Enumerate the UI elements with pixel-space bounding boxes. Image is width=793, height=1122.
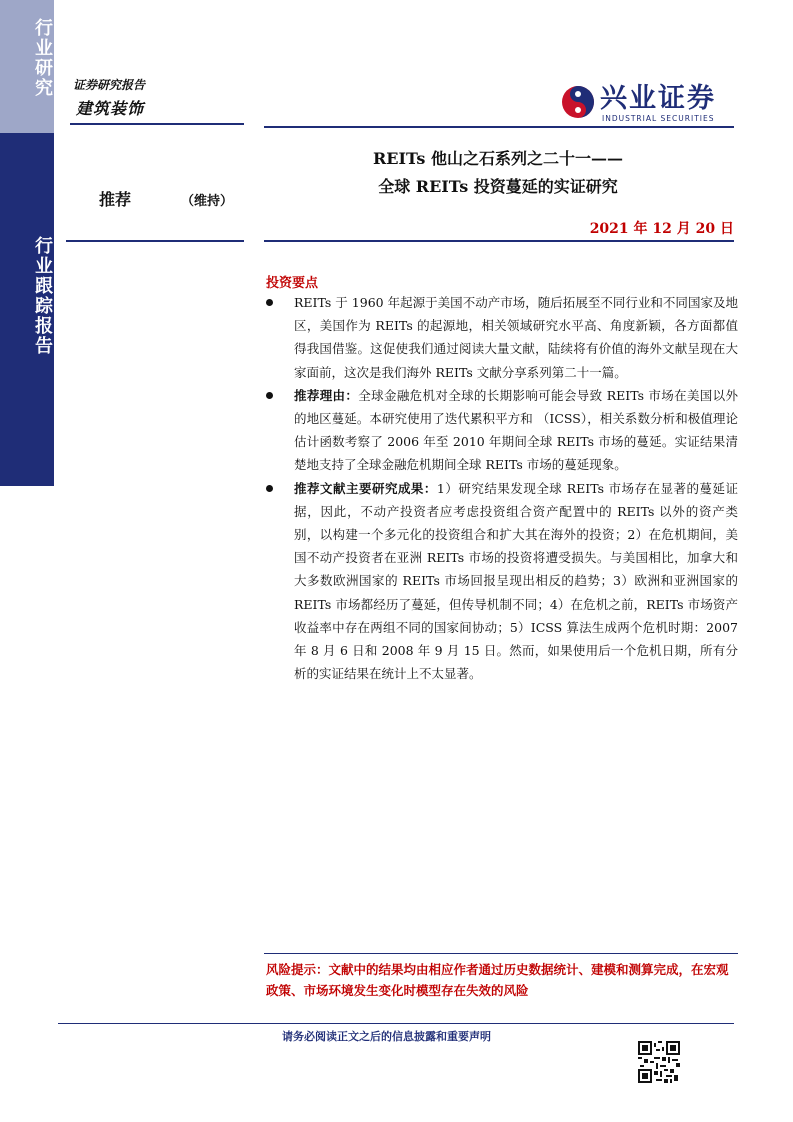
summary-item (266, 291, 738, 384)
summary-list (266, 291, 738, 685)
risk-warning: 风险提示：文献中的结果均由相应作者通过历史数据统计、建模和测算完成，在宏观政策、市场环境发生变化时模型存在失效的风险 (266, 962, 729, 998)
section-heading: 投资要点 (266, 276, 319, 291)
qr-code-icon (638, 1041, 680, 1083)
footer-rule (58, 1023, 734, 1024)
sidebar-bottom-label: 行业跟踪报告 (32, 236, 53, 356)
bullet-icon (266, 299, 273, 306)
risk-rule (264, 953, 738, 954)
report-type: 证券研究报告 (73, 78, 146, 92)
summary-item (266, 477, 738, 686)
summary-item-text: 1）研究结果发现全球 REITs 市场存在显著的蔓延证据，因此，不动产投资者应考虑投资组合资产配置中的 REITs 以外的资产类别，以构建一个多元化的投资组合和扩大其在海外的投资；2）在危机期间，美国不动产投资者在亚洲 REITs 市场的投资将遭受损失。与美国相比，加拿大和大多数欧洲国家的 REITs 市场回报呈现出相反的趋势；3）欧洲和亚洲国家的 REITs 市场都经历了蔓延，但传导机制不同；4）在危机之前，REITs 市场资产收益率中存在两组不同的国家间协动；5）ICSS 算法生成两个危机时期：2007 年 8 月 6 日和 2008 年 9 月 15 日。然而，如果使用后一个危机日期，所有分析的实证结果在统计上不太显著。 (294, 480, 738, 682)
header-rule-left (70, 123, 244, 125)
summary-item-text: REITs 于 1960 年起源于美国不动产市场，随后拓展至不同行业和不同国家及地区，美国作为 REITs 的起源地，相关领域研究水平高、角度新颖，各方面都值得我国借鉴。这促使我们通过阅读大量文献，陆续将有价值的海外文献呈现在大家面前，这次是我们海外 REITs 文献分享系列第二十一篇。 (294, 295, 738, 380)
date-rule (264, 240, 734, 242)
industry-name: 建筑装饰 (76, 99, 145, 118)
sidebar-top-block (0, 0, 54, 133)
summary-item-lead: 推荐理由： (294, 387, 359, 403)
summary-item (266, 384, 738, 477)
rating-status: （维持） (181, 194, 234, 209)
sidebar-top-label: 行业研究 (32, 18, 53, 98)
bullet-icon (266, 392, 273, 399)
summary-item-lead: 推荐文献主要研究成果： (294, 480, 437, 496)
logo-name-cn: 兴业证券 (600, 83, 716, 114)
swirl-logo-icon (561, 85, 595, 119)
report-title-line1: REITs 他山之石系列之二十一—— (373, 149, 623, 168)
report-date: 2021 年 12 月 20 日 (589, 221, 734, 237)
header-rule-right (264, 126, 734, 128)
report-title-line2: 全球 REITs 投资蔓延的实证研究 (378, 177, 618, 196)
footer-disclaimer: 请务必阅读正文之后的信息披露和重要声明 (282, 1030, 491, 1043)
bullet-icon (266, 485, 273, 492)
rating-rule (66, 240, 244, 242)
sidebar-bottom-block (0, 133, 54, 486)
company-logo (561, 84, 731, 124)
summary-item-text: 全球金融危机对全球的长期影响可能会导致 REITs 市场在美国以外的地区蔓延。本研究使用了迭代累积平方和 （ICSS），相关系数分析和极值理论估计函数考察了 2006 年至 2010 年期间全球 REITs 市场的蔓延。实证结果清楚地支持了全球金融危机期间全球 REITs 市场的蔓延现象。 (294, 387, 738, 473)
rating-label: 推荐 (99, 190, 132, 209)
logo-name-en: INDUSTRIAL SECURITIES (602, 114, 715, 123)
